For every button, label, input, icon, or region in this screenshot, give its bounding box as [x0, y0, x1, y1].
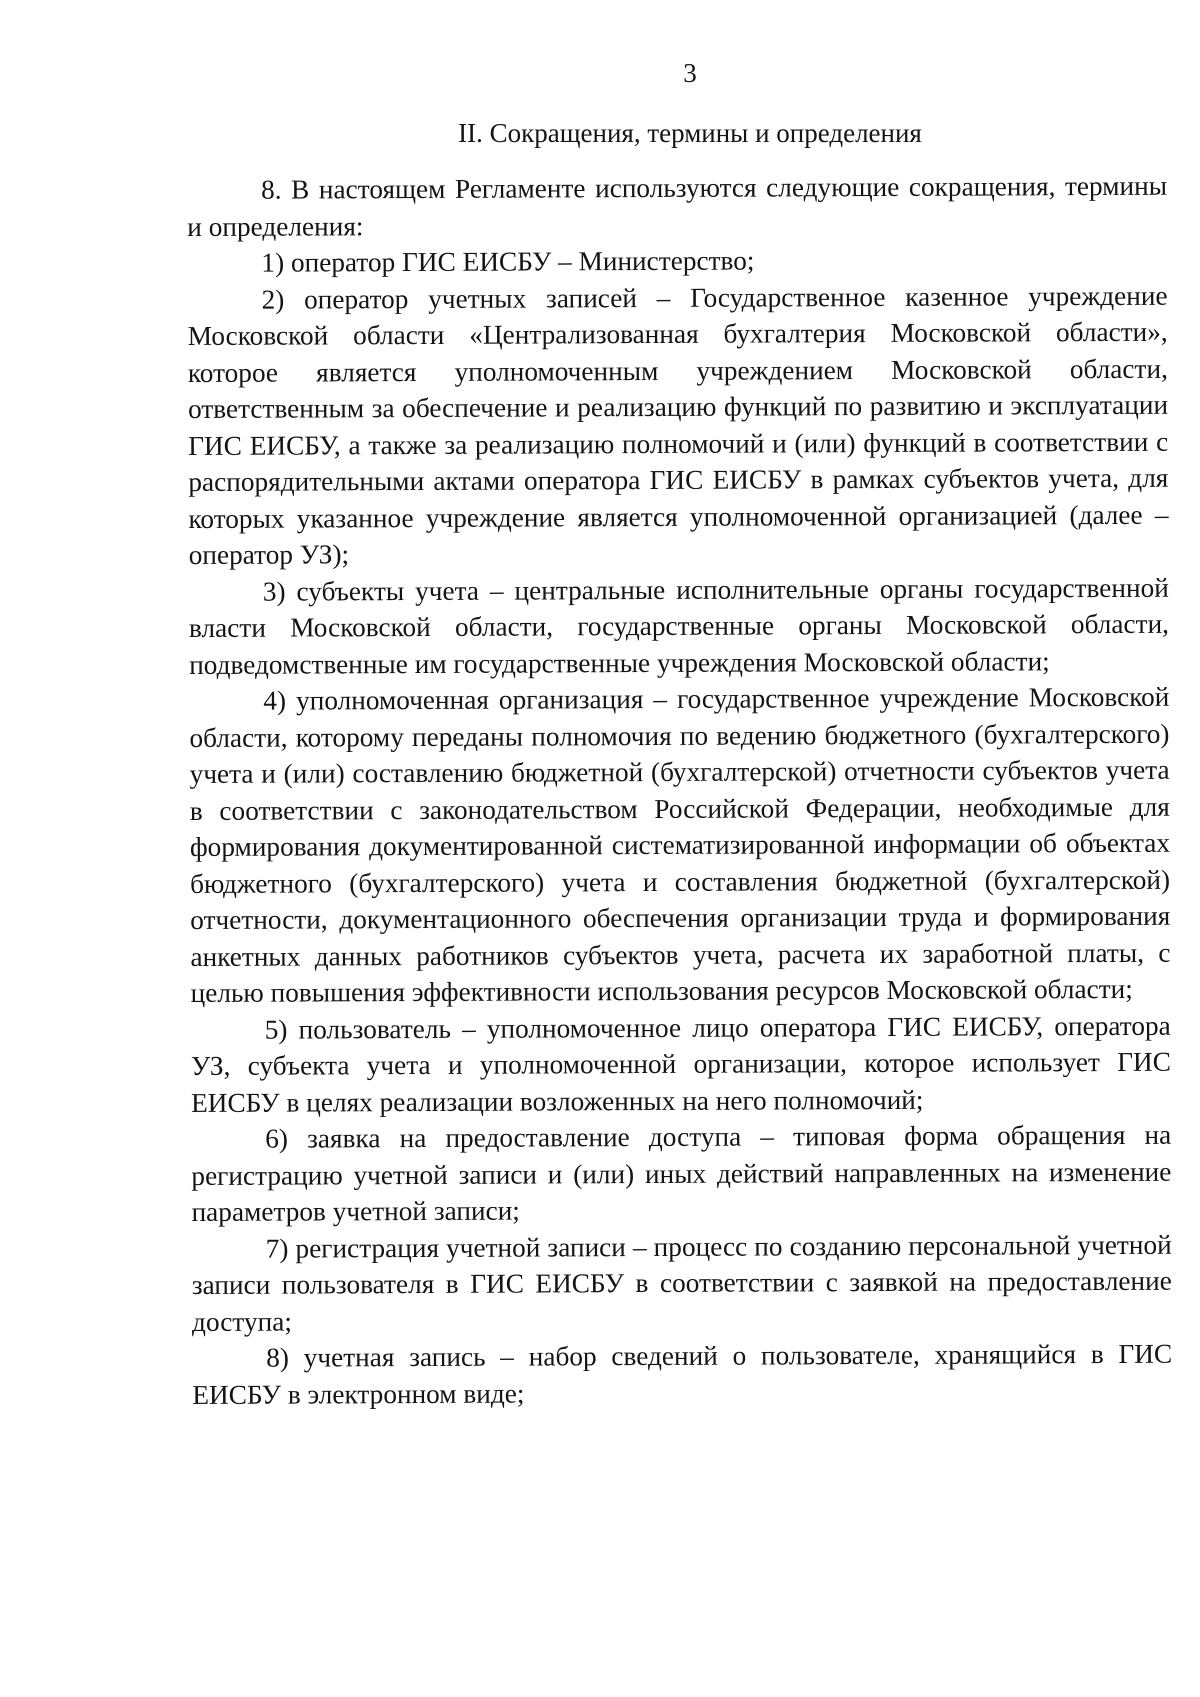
section-title: II. Сокращения, термины и определения [458, 118, 922, 148]
paragraph-8-intro: 8. В настоящем Регламенте используются следующие сокращения, термины и определения: [187, 170, 1168, 242]
definition-8: 8) учетная запись – набор сведений о пользователе, хранящийся в ГИС ЕИСБУ в электронном виде; [192, 1338, 1173, 1410]
definition-3: 3) субъекты учета – центральные исполнительные органы государственной власти Московской области, государственные органы Московской области, подведомственные им государственные учреждения Московской области; [188, 572, 1170, 680]
definition-1: 1) оператор ГИС ЕИСБУ – Министерство; [261, 245, 755, 278]
page-number: 3 [683, 58, 697, 88]
definition-5: 5) пользователь – уполномоченное лицо оператора ГИС ЕИСБУ, оператора УЗ, субъекта учета и уполномоченной организации, которое использует ГИС ЕИСБУ в целях реализации возложенных на него полномочий; [190, 1010, 1171, 1118]
definition-7: 7) регистрация учетной записи – процесс по созданию персональной учетной записи пользователя в ГИС ЕИСБУ в соответствии с заявкой на предоставление доступа; [191, 1229, 1172, 1337]
definition-6: 6) заявка на предоставление доступа – типовая форма обращения на регистрацию учетной записи и (или) иных действий направленных на изменение параметров учетной записи; [191, 1119, 1172, 1227]
definition-4: 4) уполномоченная организация – государственное учреждение Московской области, которому переданы полномочия по ведению бюджетного (бухгалтерского) учета и (или) составлению бюджетной (бухгалтерской) отчетности субъектов учета в соответствии с законодательством Российской Федерации, необходимые для формирования документированной систематизированной информации об объектах бюджетного (бухгалтерского) учета и составления бюджетной (бухгалтерской) отчетности, документационного обеспечения организации труда и формирования анкетных данных работников субъектов учета, расчета их заработной платы, с целью повышения эффективности использования ресурсов Московской области; [189, 681, 1171, 1008]
document-body [187, 168, 1172, 1413]
definition-2: 2) оператор учетных записей – Государственное казенное учреждение Московской области «Централизованная бухгалтерия Московской области», которое является уполномоченным учреждением Московской области, ответственным за обеспечение и реализацию функций по развитию и эксплуатации ГИС ЕИСБУ, а также за реализацию полномочий и (или) функций в соответствии с распорядительными актами оператора ГИС ЕИСБУ в рамках субъектов учета, для которых указанное учреждение является уполномоченной организацией (далее – оператор УЗ); [187, 280, 1169, 570]
